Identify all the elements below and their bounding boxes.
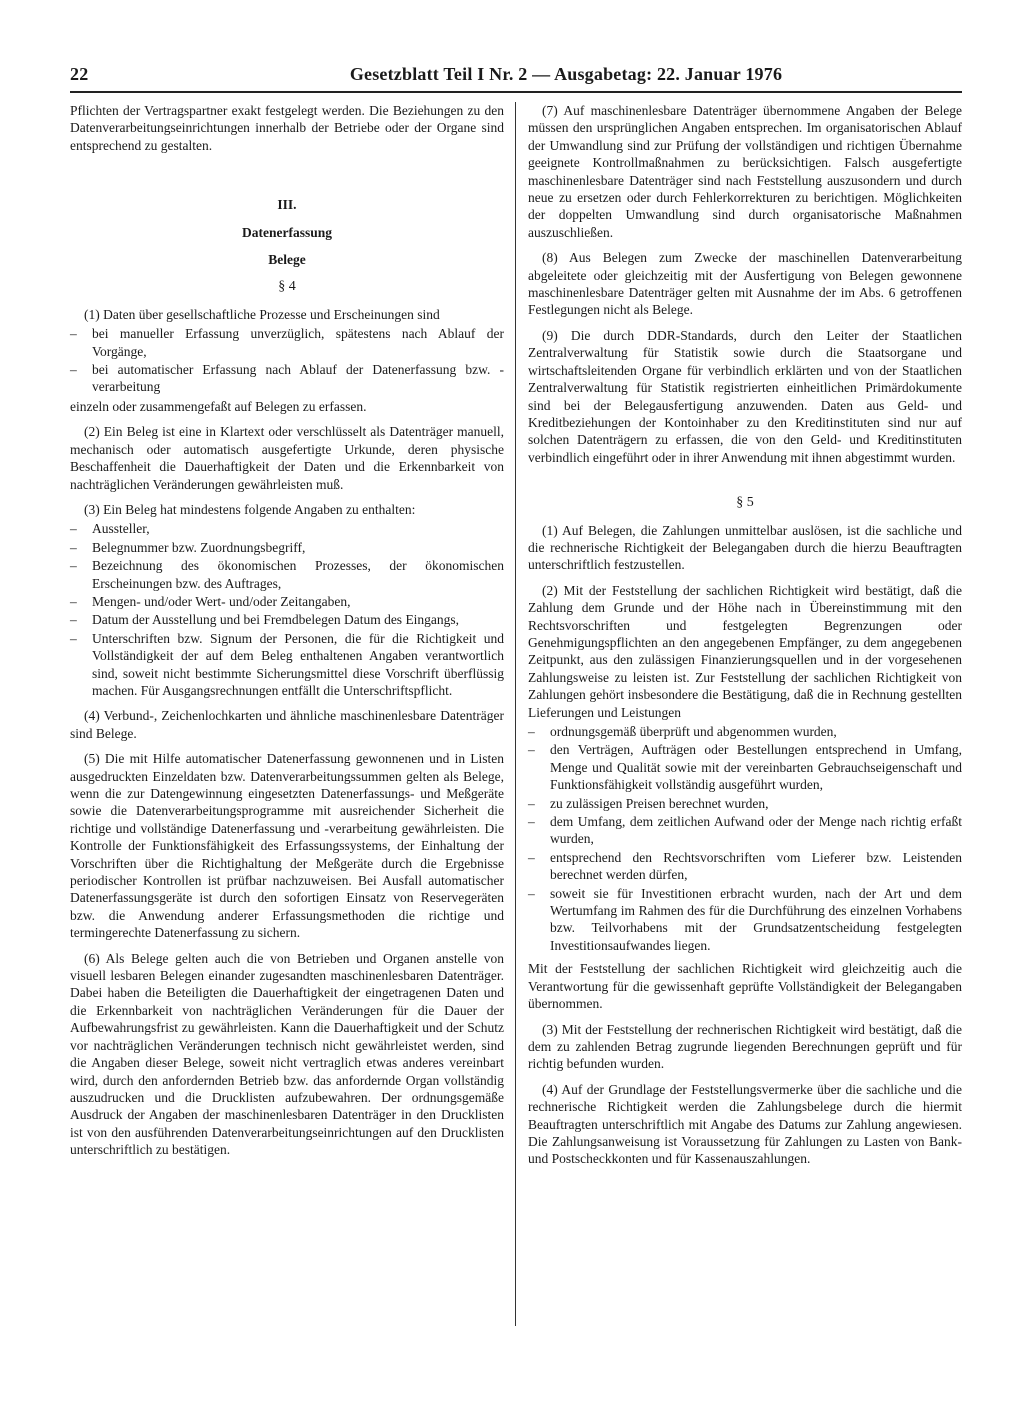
column-divider — [515, 102, 516, 1326]
list-item: – Bezeichnung des ökonomischen Prozesses, der ökonomischen Erscheinungen bzw. des Auftrages, — [70, 557, 504, 592]
section-5-para-2-list — [528, 723, 962, 954]
list-item: – ordnungsgemäß überprüft und abgenommen wurden, — [528, 723, 962, 740]
list-item: – Unterschriften bzw. Signum der Personen, die für die Richtigkeit und Vollständigkeit der auf dem Beleg enthaltenen Angaben verantwortlich sind, soweit nicht bestimmte Sicherungsmittel diese Vorschrift überflüssig machen. Für Ausgangsrechnungen entfällt die Unterschriftspflicht. — [70, 630, 504, 700]
section-4-para-4: (4) Verbund-, Zeichenlochkarten und ähnliche maschinenlesbare Datenträger sind Belege. — [70, 708, 504, 741]
right-column — [528, 102, 962, 1176]
section-4-para-3: (3) Ein Beleg hat mindestens folgende Angaben zu enthalten: — [84, 501, 416, 517]
section-4-para-5: (5) Die mit Hilfe automatischer Datenerfassung gewonnenen und in Listen ausgedruckten Einzeldaten bzw. Datenverarbeitungssummen gelten als Belege, wenn die zur Datengewinnung eingesetzten Datenerfassungs- und Meßgeräte sowie die Datenverarbeitungsprogramme mit ausreichender Sicherheit die richtige und vollständige Datenerfassung und -verarbeitung gewährleisten. Die Kontrolle der Funktionsfähigkeit des Erfassungssystems, der Einhaltung der Vorschriften über die Richtighaltung der Meßgeräte durch die Ergebnisse periodischer Kontrollen ist prüfbar nachzuweisen. Bei Ausfall automatischer Datenerfassungsgeräte ist durch den sofortigen Einsatz von Reservegeräten bzw. die Anwendung anderer Erfassungsmethoden die richtige und termingerechte Datenerfassung zu sichern. — [70, 751, 504, 941]
subchapter-title: Belege — [268, 252, 306, 268]
header-rule — [70, 91, 962, 93]
list-item: – Mengen- und/oder Wert- und/oder Zeitangaben, — [70, 593, 504, 610]
section-5-heading: § 5 — [736, 495, 754, 511]
section-5-para-4: (4) Auf der Grundlage der Feststellungsvermerke über die sachliche und die rechnerische Richtigkeit werden die Zahlungsbelege durch die hiermit Beauftragten unterschriftlich mit Angabe des Datums zur Zahlung angewiesen. Die Zahlungsanweisung ist Voraussetzung für Zahlungen zu Lasten von Bank- und Postscheckkonten und für Kassenauszahlungen. — [528, 1081, 962, 1167]
list-item: – bei manueller Erfassung unverzüglich, spätestens nach Ablauf der Vorgänge, — [70, 325, 504, 360]
section-5-para-1: (1) Auf Belegen, die Zahlungen unmittelbar auslösen, ist die sachliche und die rechnerische Richtigkeit der Belegangaben durch die hierzu Beauftragten unterschriftlich festzustellen. — [528, 522, 962, 573]
list-item: – entsprechend den Rechtsvorschriften vom Lieferer bzw. Leistenden berechnet werden dürfen, — [528, 849, 962, 884]
list-item: – Aussteller, — [70, 520, 504, 537]
section-5-para-3: (3) Mit der Feststellung der rechnerischen Richtigkeit wird bestätigt, daß die dem zu zahlenden Betrag zugrunde liegenden Berechnungen geprüft und für richtig befunden wurden. — [528, 1021, 962, 1072]
list-item: – soweit sie für Investitionen erbracht wurden, nach der Art und dem Wertumfang im Rahmen des für die Durchführung des einzelnen Vorhabens bzw. Teilvorhabens mit der Grundsatzentscheidung festgelegten Investitionsaufwandes liegen. — [528, 885, 962, 955]
list-item: – zu zulässigen Preisen berechnet wurden, — [528, 795, 962, 812]
section-4-para-8: (8) Aus Belegen zum Zwecke der maschinellen Datenverarbeitung abgeleitete oder gleichzeitig mit der Ausfertigung von Belegen gewonnene maschinenlesbare Datenträger gelten mit Ausnahme der im Abs. 6 getroffenen Festlegungen nicht als Belege. — [528, 250, 962, 318]
list-item: – bei automatischer Erfassung nach Ablauf der Datenerfassung bzw. -verarbeitung — [70, 361, 504, 396]
chapter-title: Datenerfassung — [242, 224, 332, 240]
continued-paragraph: Pflichten der Vertragspartner exakt festgelegt werden. Die Beziehungen zu den Datenverarbeitungseinrichtungen innerhalb der Betriebe oder der Organe sind entsprechend zu gestalten. — [70, 103, 504, 153]
section-4-para-7: (7) Auf maschinenlesbare Datenträger übernommene Angaben der Belege müssen den ursprünglichen Angaben entsprechen. Im organisatorischen Ablauf der Umwandlung sind zur Prüfung der vollständigen und richtigen Übernahme geeignete Kontrollmaßnahmen zu berücksichtigen. Falsch ausgefertigte maschinenlesbare Datenträger sind nach Feststellung auszusondern und durch neue zu ersetzen oder durch Fehlerkorrekturen zu berichtigen. Möglichkeiten der doppelten Umwandlung sind durch organisatorische Maßnahmen auszuschließen. — [528, 103, 962, 240]
section-4-heading: § 4 — [278, 279, 296, 295]
section-4-para-1: (1) Daten über gesellschaftliche Prozesse und Erscheinungen sind — [84, 306, 440, 322]
left-column — [70, 102, 504, 1167]
section-4-para-6: (6) Als Belege gelten auch die von Betrieben und Organen anstelle von visuell lesbaren Belegen einander zugesandten maschinenlesbaren Datenträger. Dabei haben die Beteiligten die Dauerhaftigkeit der eingetragenen Daten und die Erkennbarkeit von nachträglichen Veränderungen für die Dauer der Aufbewahrungsfrist zu gewährleisten. Kann die Dauerhaftigkeit und der Schutz vor nachträglichen Veränderungen technisch nicht gewährleistet werden, sind die Angaben dieser Belege, soweit nicht vertraglich etwas anderes vereinbart wird, durch den anfordernden Betrieb bzw. das anfordernde Organ vollständig auszudrucken und die Drucklisten aufzubewahren. Der ordnungsgemäße Ausdruck der Angaben der maschinenlesbaren Datenträger in den Drucklisten ist von den ausführenden Datenverarbeitungseinrichtungen auf den Drucklisten unterschriftlich zu bestätigen. — [70, 950, 504, 1158]
section-4-para-1-end: einzeln oder zusammengefaßt auf Belegen zu erfassen. — [70, 398, 367, 414]
section-4-para-2: (2) Ein Beleg ist eine in Klartext oder verschlüsselt als Datenträger manuell, mechanisch oder automatisch ausgefertigte Urkunde, deren physische Beschaffenheit die Dauerhaftigkeit der Daten und die Erkennbarkeit von nachträglichen Veränderungen gewährleisten muß. — [70, 424, 504, 492]
gazette-title: Gesetzblatt Teil I Nr. 2 — Ausgabetag: 22. Januar 1976 — [349, 64, 783, 84]
section-5-para-2: (2) Mit der Feststellung der sachlichen Richtigkeit wird bestätigt, daß die Zahlung dem Grunde und der Höhe nach in Übereinstimmung mit den Rechtsvorschriften und festgelegten Begrenzungen oder Genehmigungspflichten an den angegebenen Empfänger, zu dem angegebenen Zeitpunkt, aus den zulässigen Finanzierungsquellen und in der vorgesehenen Zahlungsweise zu leisten ist. Zur Feststellung der sachlichen Richtigkeit von Zahlungen gehört insbesondere die Bestätigung, daß die in Rechnung gestellten Lieferungen und Leistungen — [528, 582, 962, 720]
page-header — [70, 58, 962, 88]
list-item: – den Verträgen, Aufträgen oder Bestellungen entsprechend in Umfang, Menge und Qualität sowie mit der vereinbarten Gebrauchseigenschaft und Funktionsfähigkeit vollständig ausgeführt wurden, — [528, 741, 962, 793]
section-4-para-1-list — [70, 325, 504, 396]
section-4-para-3-list — [70, 520, 504, 699]
list-item: – Belegnummer bzw. Zuordnungsbegriff, — [70, 539, 504, 556]
page-number: 22 — [70, 64, 89, 84]
chapter-number: III. — [277, 197, 297, 213]
section-4-para-9: (9) Die durch DDR-Standards, durch den Leiter der Staatlichen Zentralverwaltung für Statistik sowie durch die Staatsorgane und wirtschaftsleitenden Organe für verbindlich erklärten und von der Staatlichen Zentralverwaltung für Statistik registrierten einheitlichen Primärdokumente sind bei der Belegausfertigung anzuwenden. Daten aus Geld- und Kreditbeziehungen der Kontoinhaber zu den Kreditinstituten sind nur auf solchen Datenträgern zu erfassen, die von den Geld- und Kreditinstituten verbindlich eingeführt oder in ihrer Anwendung mit ihnen abgestimmt wurden. — [528, 327, 962, 465]
list-item: – Datum der Ausstellung und bei Fremdbelegen Datum des Eingangs, — [70, 611, 504, 628]
section-5-para-2-end: Mit der Feststellung der sachlichen Richtigkeit wird gleichzeitig auch die Verantwortung für die gewissenhaft geprüfte Vollständigkeit der Belegangaben übernommen. — [528, 961, 962, 1012]
list-item: – dem Umfang, dem zeitlichen Aufwand oder der Menge nach richtig erfaßt wurden, — [528, 813, 962, 848]
